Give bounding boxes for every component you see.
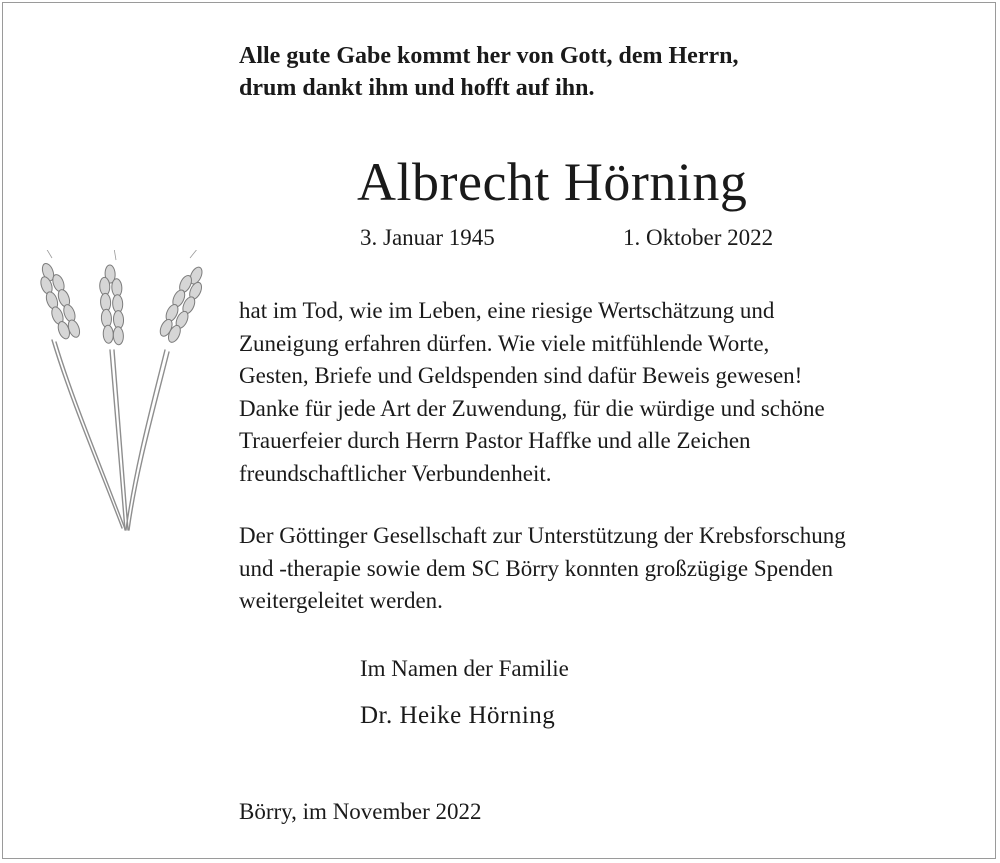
deceased-name: Albrecht Hörning (357, 152, 748, 212)
signature-intro: Im Namen der Familie (360, 656, 569, 681)
verse-line: Alle gute Gabe kommt her von Gott, dem Herrn, (239, 43, 739, 69)
text-line: freundschaftlicher Verbundenheit. (239, 460, 552, 486)
place-date: Börry, im November 2022 (239, 799, 482, 824)
bible-verse (239, 40, 739, 104)
thanks-paragraph (239, 295, 825, 490)
text-line: Der Göttinger Gesellschaft zur Unterstützung der Krebsforschung (239, 523, 846, 548)
text-line: Danke für jede Art der Zuwendung, für die würdige und schöne (239, 395, 825, 421)
text-line: Zuneigung erfahren dürfen. Wie viele mitfühlende Worte, (239, 330, 770, 356)
birth-date: 3. Januar 1945 (360, 225, 495, 250)
text-line: weitergeleitet werden. (239, 588, 443, 613)
death-date: 1. Oktober 2022 (623, 225, 774, 250)
verse-line: drum dankt ihm und hofft auf ihn. (239, 75, 595, 101)
signature-name: Dr. Heike Hörning (360, 702, 556, 729)
wheat-ears-icon (30, 250, 215, 535)
text-line: Gesten, Briefe und Geldspenden sind dafür Beweis gewesen! (239, 363, 803, 388)
donation-paragraph (239, 520, 846, 618)
text-line: und -therapie sowie dem SC Börry konnten großzügige Spenden (239, 555, 834, 581)
text-line: Trauerfeier durch Herrn Pastor Haffke und alle Zeichen (239, 428, 751, 453)
text-line: hat im Tod, wie im Leben, eine riesige Wertschätzung und (239, 298, 775, 323)
